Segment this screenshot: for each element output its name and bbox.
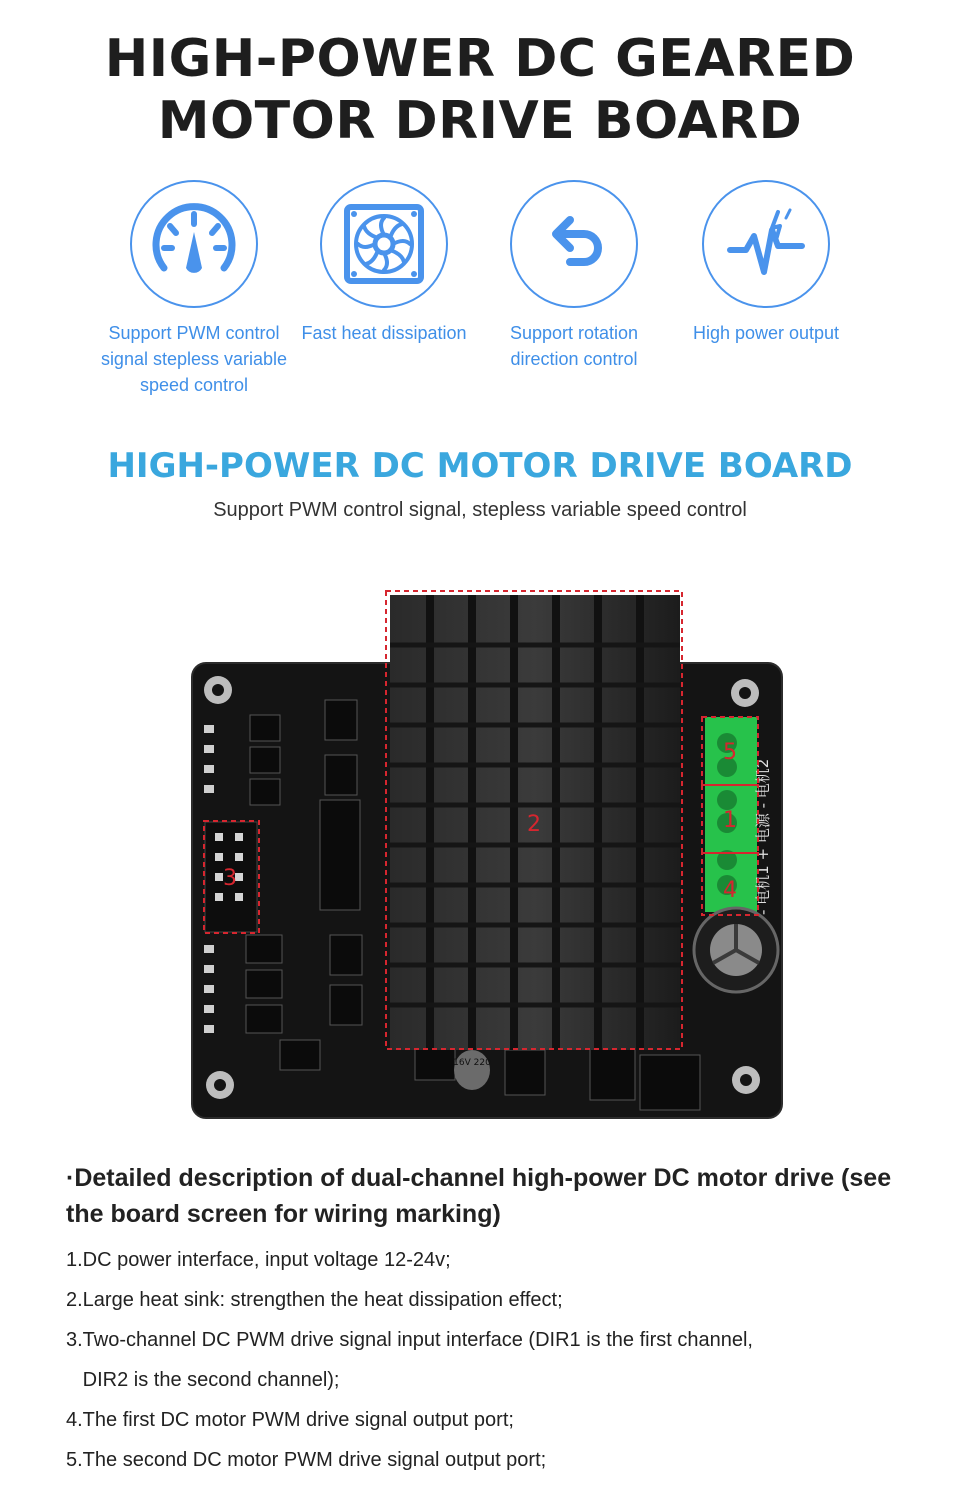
description-item: 4.The first DC motor PWM drive signal output port; <box>66 1409 514 1431</box>
feature-label: High power output <box>692 323 840 343</box>
drive-board-image <box>180 585 790 1125</box>
small-capacitor-text: 16V 220 <box>453 1058 491 1068</box>
board-illustration <box>180 585 790 1125</box>
feature-circle <box>130 180 258 308</box>
feature-circle <box>702 180 830 308</box>
speedometer-icon <box>132 182 256 306</box>
marker-5: 5 <box>723 740 737 765</box>
feature-label: Support PWM control signal stepless variable speed control <box>100 323 288 395</box>
section-subtitle: Support PWM control signal, stepless variable speed control <box>213 499 747 521</box>
marker-2: 2 <box>527 812 541 837</box>
section-title: HIGH-POWER DC MOTOR DRIVE BOARD <box>107 446 853 486</box>
silkscreen-label: - 电机1 + 电源 - 电机2 <box>754 758 772 915</box>
feature-circle <box>320 180 448 308</box>
marker-3: 3 <box>223 866 237 891</box>
description-item: DIR2 is the second channel); <box>66 1369 340 1391</box>
title-line-1: HIGH-POWER DC GEARED <box>104 29 856 89</box>
description-item: 5.The second DC motor PWM drive signal output port; <box>66 1449 547 1471</box>
feature-rotation <box>474 180 674 372</box>
description-item: 3.Two-channel DC PWM drive signal input interface (DIR1 is the first channel, <box>66 1329 753 1351</box>
feature-heat <box>284 180 484 346</box>
title-line-2: MOTOR DRIVE BOARD <box>157 91 803 151</box>
description-item: 1.DC power interface, input voltage 12-24v; <box>66 1249 451 1271</box>
feature-label: Fast heat dissipation <box>301 323 467 343</box>
description-title: ·Detailed description of dual-channel high-power DC motor drive (see the board screen for wiring marking) <box>66 1164 892 1228</box>
power-pulse-icon <box>704 182 828 306</box>
feature-pwm <box>94 180 294 398</box>
feature-label: Support rotation direction control <box>509 323 639 369</box>
fan-icon <box>322 182 446 306</box>
feature-circle <box>510 180 638 308</box>
description-item: 2.Large heat sink: strengthen the heat dissipation effect; <box>66 1289 563 1311</box>
page-title <box>0 28 960 152</box>
feature-power <box>666 180 866 346</box>
rotate-arrow-icon <box>512 182 636 306</box>
marker-1: 1 <box>723 808 737 833</box>
marker-4: 4 <box>723 878 737 903</box>
description-list <box>66 1240 906 1480</box>
